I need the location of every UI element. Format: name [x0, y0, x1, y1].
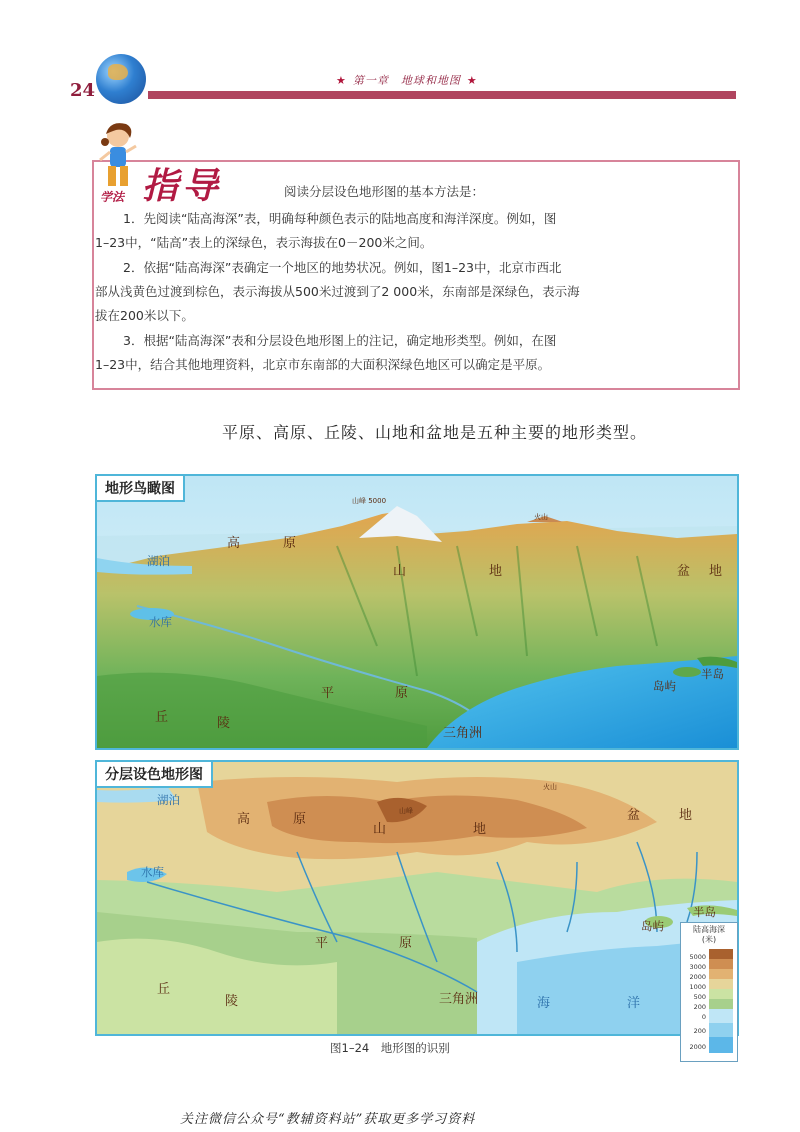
- guide-title: 指导: [142, 165, 223, 207]
- layered-map-title: 分层设色地形图: [97, 762, 213, 788]
- guide-line-7: 1–23中，结合其他地理资料，北京市东南部的大面积深绿色地区可以确定是平原。: [95, 357, 551, 372]
- footer-note: 关注微信公众号“教辅资料站”获取更多学习资料: [180, 1112, 476, 1127]
- legend-swatch: [709, 949, 733, 959]
- birds-eye-terrain-graphic: [97, 476, 737, 748]
- legend-tick: 3000: [689, 963, 706, 971]
- peak-label: 山峰: [399, 807, 413, 815]
- peninsula-label: 半岛: [701, 667, 724, 681]
- mountain-label-1: 山: [393, 564, 407, 579]
- legend-swatch: [709, 989, 733, 999]
- guide-line-5: 拔在200米以下。: [95, 308, 194, 323]
- legend-swatch: [709, 1037, 733, 1053]
- chapter-heading: [330, 72, 484, 88]
- peak-label: 山峰 5000: [352, 497, 387, 505]
- hill-label-1: 丘: [157, 982, 171, 997]
- delta-label: 三角洲: [439, 992, 479, 1007]
- basin-label-1: 盆: [677, 564, 691, 579]
- legend-unit: (米): [701, 935, 717, 944]
- island-label: 岛屿: [641, 919, 664, 933]
- globe-icon: [96, 54, 146, 104]
- legend-swatch: [709, 1009, 733, 1023]
- birds-eye-map-title: 地形鸟瞰图: [97, 476, 185, 502]
- legend-tick: 200: [693, 1003, 706, 1011]
- plain-label-1: 平: [321, 686, 335, 701]
- guide-line-2: 1–23中，“陆高”表上的深绿色，表示海拔在0－200米之间。: [95, 235, 433, 250]
- birds-eye-terrain-map: [95, 474, 739, 750]
- hill-label-2: 陵: [217, 716, 231, 731]
- elevation-depth-legend: [680, 922, 738, 1062]
- legend-tick: 1000: [689, 983, 706, 991]
- legend-swatch: [709, 969, 733, 979]
- lake-label: 湖泊: [147, 554, 170, 568]
- legend-tick: 2000: [689, 973, 706, 981]
- figure-caption: 图1–24 地形图的识别: [330, 1041, 450, 1055]
- peninsula-label: 半岛: [693, 905, 716, 919]
- reservoir-label: 水库: [149, 615, 172, 629]
- island-label: 岛屿: [653, 679, 676, 693]
- layered-tint-terrain-graphic: [97, 762, 737, 1034]
- reservoir-label: 水库: [141, 865, 164, 879]
- plain-label-1: 平: [315, 936, 329, 951]
- guide-intro: 阅读分层设色地形图的基本方法是：: [284, 184, 485, 199]
- plain-label-2: 原: [395, 686, 409, 701]
- legend-swatch: [709, 959, 733, 969]
- plateau-label-1: 高: [237, 812, 251, 827]
- legend-tick: 0: [701, 1013, 706, 1021]
- basin-label-1: 盆: [627, 808, 641, 823]
- star-icon: ★: [466, 74, 478, 87]
- guide-line-4: 部从浅黄色过渡到棕色，表示海拔从500米过渡到了2 000米，东南部是深绿色，表示海: [95, 284, 580, 299]
- legend-swatch: [709, 999, 733, 1009]
- legend-tick: 500: [693, 993, 706, 1001]
- layered-tint-terrain-map: [95, 760, 739, 1036]
- plateau-label-2: 原: [283, 536, 297, 551]
- volcano-label: 火山: [534, 513, 548, 521]
- legend-swatch: [709, 1023, 733, 1037]
- hill-label-2: 陵: [225, 994, 239, 1009]
- header-rule: [148, 91, 736, 99]
- legend-swatch: [709, 979, 733, 989]
- mountain-label-2: 地: [473, 822, 487, 837]
- hill-label-1: 丘: [155, 710, 169, 725]
- guide-line-1: 1．先阅读“陆高海深”表，明确每种颜色表示的陆地高度和海洋深度。例如，图: [123, 211, 557, 226]
- mountain-label-1: 山: [373, 822, 387, 837]
- page-number: 24: [70, 80, 96, 101]
- lake-label: 湖泊: [157, 793, 180, 807]
- study-method-badge: 学法: [100, 190, 125, 204]
- chapter-title: 第一章 地球和地图: [352, 74, 461, 87]
- legend-tick: 5000: [689, 953, 706, 961]
- sea-label-2: 洋: [627, 996, 641, 1011]
- plain-label-2: 原: [399, 936, 413, 951]
- volcano-label: 火山: [543, 783, 557, 791]
- mountain-label-2: 地: [489, 564, 503, 579]
- basin-label-2: 地: [679, 808, 693, 823]
- legend-tick: 200: [693, 1027, 706, 1035]
- delta-label: 三角洲: [443, 726, 483, 741]
- legend-title: 陆高海深: [693, 925, 725, 934]
- plateau-label-2: 原: [293, 812, 307, 827]
- guide-line-3: 2．依据“陆高海深”表确定一个地区的地势状况。例如，图1–23中，北京市西北: [123, 260, 562, 275]
- section-headline: 平原、高原、丘陵、山地和盆地是五种主要的地形类型。: [222, 423, 648, 442]
- plateau-label-1: 高: [227, 536, 241, 551]
- sea-label-1: 海: [537, 996, 551, 1011]
- guide-line-6: 3．根据“陆高海深”表和分层设色地形图上的注记，确定地形类型。例如，在图: [123, 333, 557, 348]
- legend-tick: 2000: [689, 1043, 706, 1051]
- student-mascot-icon: [96, 120, 138, 190]
- basin-label-2: 地: [709, 564, 723, 579]
- star-icon: ★: [336, 74, 347, 87]
